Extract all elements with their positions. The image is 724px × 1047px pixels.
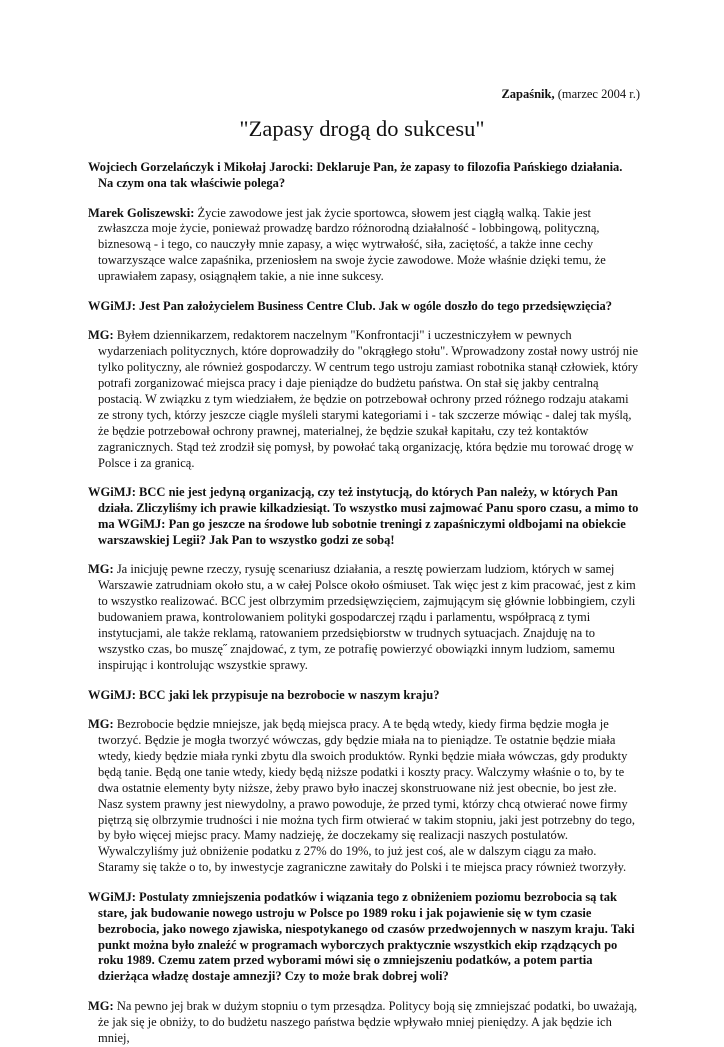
speaker-label: WGiMJ:: [88, 687, 136, 702]
question-paragraph: [88, 890, 640, 985]
paragraph-text: Byłem dziennikarzem, redaktorem naczelnym "Konfrontacji" i uczestniczyłem w pewnych wydarzeniach politycznych, które doprowadziły do "okrągłego stołu". Wprowadzony został nowy ustrój nie tylko polityczny, ale również gospodarczy. W centrum tego ustroju zamiast robotnika stanął człowiek, który potrafi zorganizować miejsca pracy i daje pieniądze do budżetu państwa. On stał się jakby centralną postacią. W związku z tym wiedziałem, że będzie on potrzebował ochrony przed różnego rodzaju atakami ze strony tych, którzy jeszcze ciągle myśleli starymi kategoriami i - tak szczerze mówiąc - dalej tak myślą, że będzie potrzebował ochrony prawnej, materialnej, że będzie szukał kapitału, czy też kontaktów zagranicznych. Stąd też zrodził się pomysł, by powołać taką organizację, która będzie mu torować drogę w Polsce i za granicą.: [98, 328, 639, 470]
question-paragraph: [88, 688, 640, 704]
paragraph-text: BCC jaki lek przypisuje na bezrobocie w naszym kraju?: [135, 687, 440, 702]
speaker-label: MG:: [88, 998, 114, 1013]
answer-paragraph: [88, 206, 640, 286]
paragraph-text: BCC nie jest jedyną organizacją, czy też instytucją, do których Pan należy, w których Pan działa. Zliczyliśmy ich prawie kilkadziesiąt. To wszystko musi zajmować Panu sporo czasu, a mimo to ma WGiMJ: Pan go jeszcze na środowe lub sobotnie treningi z zapaśniczymi oldbojami na obiekcie warszawskiej Legii? Jak Pan to wszystko godzi ze sobą!: [98, 485, 639, 547]
paragraph-text: Jest Pan założycielem Business Centre Club. Jak w ogóle doszło do tego przedsięwzięcia?: [135, 298, 613, 313]
speaker-label: WGiMJ:: [88, 485, 136, 500]
speaker-label: Wojciech Gorzelańczyk i Mikołaj Jarocki:: [88, 160, 314, 174]
speaker-label: MG:: [88, 717, 114, 732]
speaker-label: MG:: [88, 328, 114, 343]
question-paragraph: [88, 485, 640, 549]
answer-paragraph: [88, 328, 640, 471]
interview-body: [88, 160, 640, 1047]
speaker-label: Marek Goliszewski:: [88, 205, 195, 220]
answer-paragraph: [88, 562, 640, 673]
speaker-label: WGiMJ:: [88, 298, 136, 313]
question-paragraph: [88, 299, 640, 315]
paragraph-text: Bezrobocie będzie mniejsze, jak będą miejsca pracy. A te będą wtedy, kiedy firma będzie mogła je tworzyć. Będzie je mogła tworzyć wówczas, gdy będzie miała na to pieniądze. Te ostatnie będzie miała wtedy, kiedy będzie miała rynki zbytu dla swoich produktów. Rynki będzie miała wówczas, gdy produkty będą tanie. Będą one tanie wtedy, kiedy będą niższe podatki i koszty pracy. Walczymy właśnie o to, by te dwa ostatnie elementy byty niższe, żeby prawo było inaczej skonstruowane niż jest obecnie, bo jest złe. Nasz system prawny jest niewydolny, a prawo powoduje, że przed tymi, którzy chcą otwierać nowe firmy piętrzą się olbrzymie trudności i nie można tych firm otwierać w takim stopniu, jaki jest potrzebny do tego, by było więcej miejsc pracy. Mamy nadzieję, że doczekamy się realizacji naszych postulatów. Wywalczyliśmy już obniżenie podatku z 27% do 19%, to już jest coś, ale w dalszym ciągu za mało. Staramy się także o to, by inwestycje zagraniczne zawitały do Polski i te miejsca pracy również tworzyły.: [98, 717, 636, 875]
paragraph-text: Deklaruje Pan, że zapasy to filozofia Pańskiego działania. Na czym ona tak właściwie polega?: [98, 160, 623, 190]
paragraph-text: Postulaty zmniejszenia podatków i wiązania tego z obniżeniem poziomu bezrobocia są tak stare, jak budowanie nowego ustroju w Polsce po 1989 roku i jak pojawienie się w tym czasie bezrobocia, jako nowego zjawiska, niespotykanego od czasów przedwojennych w naszym kraju. Taki punkt można było znaleźć w programach wyborczych praktycznie wszystkich ekip rządzących po roku 1989. Czemu zatem przed wyborami mówi się o zmniejszeniu podatków, a potem partia dzierżąca władzę dostaje amnezji? Czy to może brak dobrej woli?: [98, 889, 635, 984]
paragraph-text: Na pewno jej brak w dużym stopniu o tym przesądza. Politycy boją się zmniejszać podatki, bo uważają, że jak się je obniży, to do budżetu naszego państwa będzie wpływało mniej pieniędzy. A jak będzie ich mniej,: [98, 998, 638, 1045]
paragraph-text: Życie zawodowe jest jak życie sportowca, słowem jest ciągłą walką. Takie jest zwłaszcza moje życie, ponieważ prowadzę bardzo różnorodną działalność - lobbingową, polityczną, biznesową - i tego, co nauczyły mnie zapasy, a więc wytrwałość, siła, zaciętość, a także inne cechy towarzyszące walce zapaśnika, przeniosłem na swoje życie zawodowe. Może właśnie dzięki temu, że uprawiałem zapasy, osiągnąłem takie, a nie inne sukcesy.: [98, 205, 606, 284]
paragraph-text: Ja inicjuję pewne rzeczy, rysuję scenariusz działania, a resztę powierzam ludziom, których w samej Warszawie zatrudniam około stu, a w całej Polsce około ośmiuset. Tak więc jest z kim pracować, jest z kim to wszystko realizować. BCC jest olbrzymim przedsięwzięciem, zajmującym się głównie lobbingiem, czyli budowaniem prawa, kontrolowaniem polityki gospodarczej rządu i parlamentu, współpracą z tymi instytucjami, ale także reklamą, ratowaniem przedsiębiorstw w trudnych sytuacjach. Znajduję na to wszystko czas, bo muszę˝ znajdować, z tym, ze potrafię powierzyć obowiązki innym ludziom, samemu inspirując i kontrolując wszystkie sprawy.: [98, 562, 636, 672]
source-name: Zapaśnik,: [501, 87, 555, 101]
question-paragraph: [88, 160, 640, 192]
article-title: "Zapasy drogą do sukcesu": [239, 116, 485, 141]
answer-paragraph: [88, 999, 640, 1047]
source-line: [501, 86, 640, 102]
speaker-label: MG:: [88, 562, 114, 577]
answer-paragraph: [88, 717, 640, 876]
source-date: (marzec 2004 r.): [554, 87, 640, 101]
speaker-label: WGiMJ:: [88, 889, 136, 904]
